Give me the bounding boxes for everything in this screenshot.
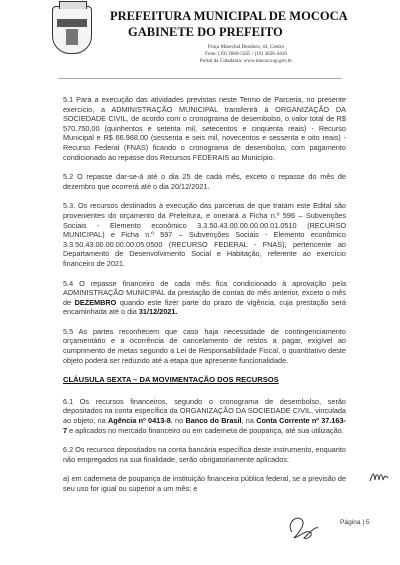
handwritten-signature-icon bbox=[284, 512, 320, 542]
paragraph-5-2: 5.2 O repasse dar-se-á até o dia 25 de cada mês, exceto o repasse do mês de dezembro que ocorrerá até o dia 20/12/2021. bbox=[63, 172, 346, 191]
paragraph-6-1 bbox=[63, 397, 346, 435]
paragraph-a: a) em caderneta de poupança de instituição financeira pública federal, se a previsão de seu uso for igual ou superior a um mês; e bbox=[63, 474, 346, 493]
header-portal: Portal da Cidadania: www.mococa.sp.gov.br bbox=[199, 58, 293, 64]
p61-bank: Banco do Brasil bbox=[185, 416, 242, 426]
p54-text-1: 5.4 O repasse financeiro de cada mês fica condicionado à aprovação pela ADMINISTRAÇÃO MUNICIPAL da prestação de contas do mês anterior, exceto o mês de bbox=[63, 278, 346, 307]
p61-agency: Agência nº 0413-8 bbox=[107, 416, 171, 426]
header-subtitle: GABINETE DO PREFEITO bbox=[128, 25, 283, 39]
p61-text-2: , no bbox=[170, 416, 186, 426]
clause-six-heading: CLÁUSULA SEXTA – DA MOVIMENTAÇÃO DOS RECURSOS bbox=[63, 375, 279, 385]
p54-month: DEZEMBRO bbox=[74, 297, 117, 307]
header-divider bbox=[58, 78, 342, 79]
p61-text-3: , na bbox=[241, 416, 257, 426]
header-contact bbox=[146, 44, 346, 65]
paragraph-5-3: 5.3. Os recursos destinados à execução das parcerias de que tratam este Edital são provenientes do orçamento da Prefeitura, e onerará a Ficha n.º 596 – Subvenções Sociais - Elemento econômico 3.3.50.43.00.00.00.00.01.0510 (RECURSO MUNICIPAL) e Ficha n.º 597 – Subvenções Sociais - Elemento econômico 3.3.50.43.00.00.00.00.05.0500 (RECURSO FEDERAL - FNAS), pertencente ao Departamento de Desenvolvimento Social e Habitação, referente ao exercício financeiro de 2021. bbox=[63, 201, 346, 268]
initials-signature-icon bbox=[369, 470, 389, 484]
p61-account: Conta Corrente nº 37.163-7 bbox=[63, 416, 346, 435]
header-address: Praça Marechal Deodoro, 44, Centro bbox=[207, 44, 285, 50]
municipal-coat-of-arms-icon bbox=[52, 6, 92, 54]
p54-text-2: quando este fizer parte do prazo de vigência, cuja prestação será encaminhada até o dia bbox=[63, 297, 346, 317]
paragraph-5-5: 5.5 As partes reconhecem que caso haja necessidade de contingenciamento orçamentário e a ocorrência de cancelamento de restos a pagar, exigível ao cumprimento de metas segundo a Lei de Responsabilidade Fiscal, o quantitativo deste objeto poderá ser reduzido até a etapa que apresente funcionalidade. bbox=[63, 326, 346, 365]
p61-text-1: 6.1 Os recursos financeiros, segundo o cronograma de desembolso, serão depositados na conta específica da ORGANIZAÇÃO DA SOCIEDADE CIVIL, vinculada ao objeto, na bbox=[63, 396, 346, 426]
header-title: PREFEITURA MUNICIPAL DE MOCOCA bbox=[110, 9, 348, 23]
header-phone: Fone: (19) 3666-5565 / (19) 3656-4410 bbox=[205, 51, 287, 57]
p61-text-4: e aplicados no mercado financeiro ou em caderneta de poupança, até sua utilização. bbox=[67, 425, 344, 435]
letterhead bbox=[0, 0, 400, 82]
paragraph-5-4 bbox=[63, 279, 346, 317]
paragraph-5-1: 5.1 Para a execução das atividades previstas neste Termo de Parceria, no presente exercício, a ADMINISTRAÇÃO MUNICIPAL transferirá à ORGANIZAÇÃO DA SOCIEDADE CIVIL, de acordo com o cronograma de desembolso, o valor total de R$ 570.750,00 (quinhentos e setenta mil, setecentos e cinquenta reais) - Recurso Municipal e R$ 66.968,00 (sessenta e seis mil, novecentos e sessenta e oito reais) - Recurso Federal (FNAS) ficando o cronograma de desembolso, com pagamento condicionado ao repasse dos Recursos FEDERAIS ao Município. bbox=[63, 95, 346, 162]
paragraph-6-2: 6.2 Os recursos depositados na conta bancária específica deste instrumento, enquanto não empregados na sua finalidade, serão obrigatoriamente aplicados: bbox=[63, 445, 346, 464]
p54-deadline: 31/12/2021. bbox=[138, 307, 178, 317]
page-number: Página | 5 bbox=[340, 519, 370, 526]
document-body bbox=[63, 95, 346, 504]
